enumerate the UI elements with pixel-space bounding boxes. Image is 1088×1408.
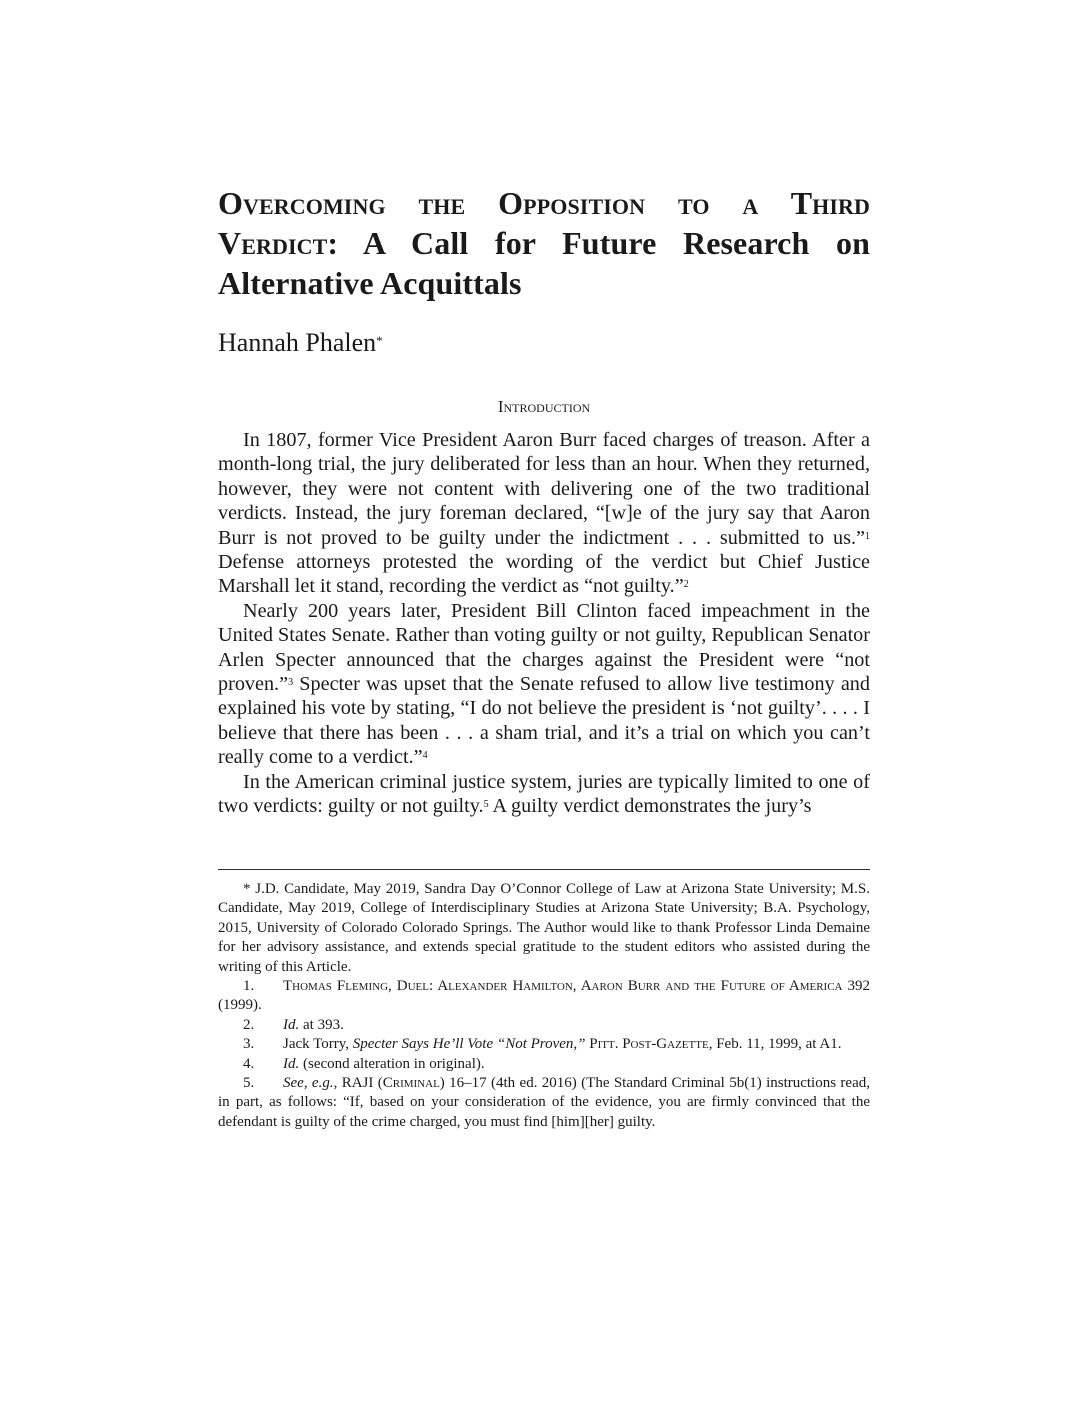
footnote-4-rest: (second alteration in original). <box>299 1055 485 1072</box>
footnote-1 <box>218 977 870 1016</box>
footnote-3-publication: Pitt. Post-Gazette <box>585 1036 709 1053</box>
footnote-5-source: , RAJI ( <box>333 1075 383 1092</box>
footnote-2-id: Id. <box>283 1016 300 1033</box>
paragraph-2-text-a: Nearly 200 years later, President Bill Clinton faced impeachment in the United States Senate. Rather than voting guilty or not guilty, Republican Senator Arlen Specter announced that the charges against the President were “not proven.” <box>218 599 870 696</box>
footnote-ref-5: 5 <box>483 799 489 811</box>
footnote-5-rest: ) 16–17 (4th ed. 2016) (The Standard Criminal 5b(1) instructions read, in part, as follows: “If, based on your consideration of the evidence, you are firmly convinced that the defendant is guilty of the crime charged, you must find [him][her] guilty. <box>218 1075 870 1130</box>
footnote-ref-2: 2 <box>683 579 689 591</box>
footnote-3-article: Specter Says He’ll Vote “Not Proven,” <box>352 1036 586 1053</box>
footnote-1-rest: 392 (1999). <box>218 978 870 1014</box>
footnote-4-id: Id. <box>283 1055 300 1072</box>
footnote-1-source: Thomas Fleming, Duel: Alexander Hamilton, Aaron Burr and the Future of America <box>283 978 843 995</box>
paragraph-1-text-a: In 1807, former Vice President Aaron Burr faced charges of treason. After a month-long trial, the jury deliberated for less than an hour. When they returned, however, they were not content with delivering one of the two traditional verdicts. Instead, the jury foreman declared, “[w]e of the jury say that Aaron Burr is not proved to be guilty under the indictment . . . submitted to us.” <box>218 429 870 549</box>
footnote-1-number: 1. <box>243 978 255 995</box>
footnote-ref-3: 3 <box>288 677 294 689</box>
author-name <box>218 327 870 359</box>
footnotes <box>218 880 870 1132</box>
title-line-3: Alternative Acquittals <box>218 265 522 301</box>
paragraph-3-text-b: A guilty verdict demonstrates the jury’s <box>488 795 812 818</box>
paragraph-1-text-b: Defense attorneys protested the wording of the verdict but Chief Justice Marshall let it stand, recording the verdict as “not guilty.” <box>218 551 870 598</box>
paragraph-3-text-a: In the American criminal justice system, juries are typically limited to one of two verdicts: guilty or not guilty. <box>218 770 870 818</box>
footnote-5 <box>218 1074 870 1132</box>
title-verdict-word: Verdict <box>218 225 328 261</box>
footnote-3 <box>218 1035 870 1054</box>
footnote-3-rest: , Feb. 11, 1999, at A1. <box>708 1036 842 1053</box>
section-heading: Introduction <box>497 397 591 416</box>
footnote-ref-4: 4 <box>422 750 428 762</box>
footnote-ref-1: 1 <box>865 530 870 542</box>
footnote-3-number: 3. <box>243 1036 255 1053</box>
body-text <box>218 428 870 819</box>
footnote-4-number: 4. <box>243 1055 255 1072</box>
footnote-5-criminal: Criminal <box>382 1075 440 1092</box>
article-title <box>218 183 870 303</box>
footnote-5-number: 5. <box>243 1075 255 1092</box>
title-line-1: Overcoming the Opposition to a Third <box>218 185 870 221</box>
paragraph-2-text-b: Specter was upset that the Senate refused to allow live testimony and explained his vote by stating, “I do not believe the president is ‘not guilty’. . . . I believe that there has been . . . a sham trial, and it’s a trial on which you can’t really come to a verdict.” <box>218 673 870 769</box>
author-footnote-mark: * <box>376 333 383 348</box>
title-line-2: : A Call for Future Research on <box>327 225 870 261</box>
footnote-star: * J.D. Candidate, May 2019, Sandra Day O’Connor College of Law at Arizona State University; M.S. Candidate, May 2019, College of Interdisciplinary Studies at Arizona State University; B.A. Psychology, 2015, University of Colorado Colorado Springs. The Author would like to thank Professor Linda Demaine for her advisory assistance, and extends special gratitude to the student editors who assisted during the writing of this Article. <box>218 881 870 975</box>
footnote-2 <box>218 1016 870 1035</box>
paragraph-1 <box>218 428 870 599</box>
footnote-2-rest: at 393. <box>299 1016 344 1033</box>
paragraph-3 <box>218 770 870 819</box>
footnote-3-author: Jack Torry, <box>283 1036 353 1053</box>
footnote-2-number: 2. <box>243 1016 255 1033</box>
footnote-4 <box>218 1055 870 1074</box>
footnote-divider <box>218 869 870 870</box>
paragraph-2 <box>218 599 870 770</box>
author-name-text: Hannah Phalen <box>218 328 377 357</box>
footnote-5-signal: See, e.g. <box>283 1075 334 1092</box>
